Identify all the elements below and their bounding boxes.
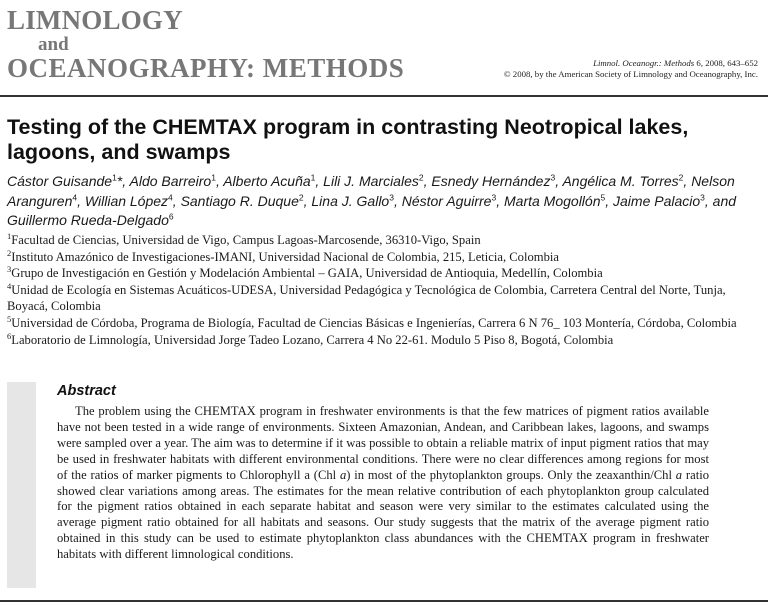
author-separator: , bbox=[423, 173, 432, 189]
affiliation-item bbox=[7, 232, 757, 249]
author-name: Willian López bbox=[84, 192, 169, 209]
author-name: Lili J. Marciales bbox=[323, 173, 419, 189]
affiliation-number: 3 bbox=[7, 264, 12, 274]
author-name: Néstor Aguirre bbox=[401, 192, 492, 209]
affiliation-number: 2 bbox=[7, 247, 12, 258]
author-name: Alberto Acuña bbox=[223, 173, 311, 189]
citation-journal: Limnol. Oceanogr.: Methods bbox=[593, 58, 695, 68]
affiliation-text: Facultad de Ciencias, Universidad de Vigo, Campus Lagoas-Marcosende, 36310-Vigo, Spain bbox=[11, 233, 481, 247]
affiliation-number: 1 bbox=[7, 230, 12, 241]
affiliation-list bbox=[7, 232, 757, 348]
author-name: Esnedy Hernández bbox=[431, 173, 551, 189]
abstract-heading: Abstract bbox=[57, 383, 116, 399]
author-affiliation-mark: 3 bbox=[700, 191, 705, 202]
author-separator: , bbox=[393, 192, 402, 209]
author-separator: , bbox=[215, 173, 224, 189]
citation-volume-pages: 6, 2008, 643–652 bbox=[694, 58, 758, 68]
affiliation-number: 5 bbox=[7, 313, 12, 324]
author-separator: , bbox=[77, 192, 85, 209]
affiliation-number: 4 bbox=[7, 280, 12, 291]
journal-title-line-3: OCEANOGRAPHY: METHODS bbox=[7, 53, 405, 83]
author-list bbox=[7, 172, 757, 231]
article-title: Testing of the CHEMTAX program in contrasting Neotropical lakes, lagoons, and swamps bbox=[7, 115, 689, 164]
citation-line bbox=[504, 58, 758, 69]
author-affiliation-mark: 3 bbox=[491, 191, 497, 202]
author-name: Santiago R. Duque bbox=[180, 192, 299, 209]
author-name: Marta Mogollón bbox=[504, 192, 601, 209]
author-separator: , bbox=[315, 173, 324, 189]
affiliation-item bbox=[7, 315, 757, 332]
author-separator: , bbox=[605, 192, 614, 209]
author-name: Jaime Palacio bbox=[613, 192, 701, 209]
author-affiliation-mark: 1 bbox=[211, 172, 216, 183]
copyright-line: © 2008, by the American Society of Limnology and Oceanography, Inc. bbox=[503, 69, 758, 79]
author-affiliation-mark: 4 bbox=[168, 191, 173, 202]
author-name: Lina J. Gallo bbox=[311, 192, 390, 209]
abstract-body: The problem using the CHEMTAX program in freshwater environments is that the few matrices of pigment ratios available have not been tested in a wide range of environments. Sixteen Amazonian, Andean, and Caribbean lakes, lagoons, and swamps were sampled over a year. The aim was to determine if it was possible to obtain a reliable matrix of input pigment ratios that may be used in freshwater habitats with different environmental conditions. There were no clear differences among regions for most of the ratios of marker pigments to Chlorophyll a (Chl a) in most of the phytoplankton groups. Only the zeaxanthin/Chl a ratio showed clear variations among areas. The estimates for the mean relative contribution of each phytoplankton group calculated for the pigment ratios obtained in each separate habitat and season were very similar to the estimates calculated using the average pigment ratio obtained for all habitats and seasons. Our study suggests that the matrix of the average pigment ratio obtained in this study can be used to estimate phytoplankton class abundances with the CHEMTAX program in freshwater habitats with different limnological conditions. bbox=[57, 404, 709, 562]
affiliation-item bbox=[7, 265, 757, 282]
author-name: Cástor Guisande bbox=[7, 173, 113, 189]
header-divider bbox=[0, 95, 768, 97]
affiliation-item bbox=[7, 332, 757, 349]
journal-title-line-2: and bbox=[38, 34, 69, 55]
citation-block bbox=[504, 58, 758, 80]
author-separator: , bbox=[555, 173, 563, 189]
footer-divider bbox=[0, 600, 768, 602]
chl-a-variable: a bbox=[675, 467, 683, 482]
abstract-side-bar bbox=[7, 382, 36, 588]
author-affiliation-mark: 5 bbox=[600, 191, 606, 202]
author-affiliation-mark: 3 bbox=[550, 172, 556, 183]
affiliation-number: 6 bbox=[7, 330, 12, 341]
author-separator: *, bbox=[116, 173, 130, 189]
affiliation-text: Grupo de Investigación en Gestión y Modelación Ambiental – GAIA, Universidad de Antioquia, Medellín, Colombia bbox=[11, 266, 603, 281]
author-separator: , bbox=[303, 192, 312, 209]
author-name: Guillermo Rueda-Delgado bbox=[7, 212, 169, 228]
affiliation-text: Universidad de Córdoba, Programa de Biología, Facultad de Ciencias Básicas e Ingenierías, Carrera 6 N 76_ 103 Montería, Córdoba, Colombia bbox=[11, 315, 737, 330]
affiliation-text: Laboratorio de Limnología, Universidad Jorge Tadeo Lozano, Carrera 4 No 22-61. Modulo 5 Piso 8, Bogotá, Colombia bbox=[11, 332, 614, 347]
author-affiliation-mark: 2 bbox=[298, 191, 304, 202]
author-affiliation-mark: 1 bbox=[112, 172, 117, 183]
journal-title-line-1: LIMNOLOGY bbox=[7, 5, 183, 35]
author-separator: , bbox=[172, 192, 181, 209]
author-name: Aldo Barreiro bbox=[129, 173, 212, 189]
author-affiliation-mark: 2 bbox=[678, 172, 684, 183]
author-name: Angélica M. Torres bbox=[562, 173, 679, 189]
author-affiliation-mark: 3 bbox=[389, 191, 394, 202]
chl-a-variable: a bbox=[339, 467, 347, 482]
affiliation-item bbox=[7, 282, 757, 315]
author-separator: , and bbox=[704, 192, 737, 209]
author-affiliation-mark: 6 bbox=[168, 211, 174, 222]
affiliation-item bbox=[7, 249, 757, 266]
author-separator: , bbox=[496, 192, 504, 209]
author-affiliation-mark: 2 bbox=[418, 172, 424, 183]
author-separator: , bbox=[683, 173, 692, 189]
affiliation-text: Unidad de Ecología en Sistemas Acuáticos-UDESA, Universidad Pedagógica y Tecnológica de Colombia, Carretera Central del Norte, Tunja, Boyacá, Colombia bbox=[7, 282, 726, 314]
author-name: Nelson Aranguren bbox=[7, 173, 735, 209]
author-affiliation-mark: 1 bbox=[310, 172, 316, 183]
affiliation-text: Instituto Amazónico de Investigaciones-IMANI, Universidad Nacional de Colombia, 215, Leticia, Colombia bbox=[11, 249, 559, 264]
author-affiliation-mark: 4 bbox=[72, 191, 78, 202]
